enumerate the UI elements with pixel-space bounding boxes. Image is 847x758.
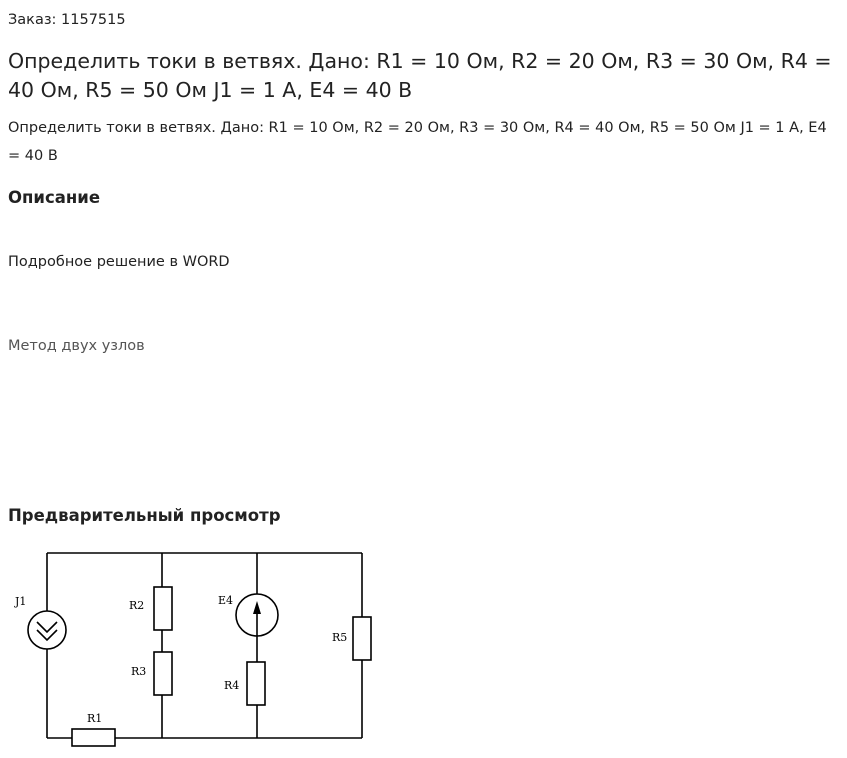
j1-arrow-upper [37, 622, 57, 632]
r3-resistor [154, 652, 172, 695]
method-text: Метод двух узлов [8, 338, 145, 354]
circuit-diagram [0, 540, 380, 755]
e4-arrow-head [253, 601, 261, 614]
r4-resistor [247, 662, 265, 705]
r2-resistor [154, 587, 172, 630]
preview-heading: Предварительный просмотр [8, 506, 281, 525]
r5-label: R5 [332, 631, 348, 644]
r2-label: R2 [129, 599, 145, 612]
page-title: Определить токи в ветвях. Дано: R1 = 10 Ом, R2 = 20 Ом, R3 = 30 Ом, R4 = 40 Ом, R5 = 50 Ом J1 = 1 А, E4 = 40 В [8, 49, 832, 102]
r5-resistor [353, 617, 371, 660]
r1-resistor [72, 729, 115, 746]
description-heading: Описание [8, 188, 101, 207]
e4-label: E4 [218, 594, 234, 607]
j1-label: J1 [15, 595, 27, 608]
r1-label: R1 [87, 712, 103, 725]
j1-current-source [28, 611, 66, 649]
short-description: Определить токи в ветвях. Дано: R1 = 10 Ом, R2 = 20 Ом, R3 = 30 Ом, R4 = 40 Ом, R5 = 50 Ом J1 = 1 А, E4 = 40 В [8, 120, 827, 164]
r4-label: R4 [224, 679, 240, 692]
order-number: Заказ: 1157515 [8, 12, 126, 28]
solution-text: Подробное решение в WORD [8, 254, 230, 270]
r3-label: R3 [131, 665, 147, 678]
